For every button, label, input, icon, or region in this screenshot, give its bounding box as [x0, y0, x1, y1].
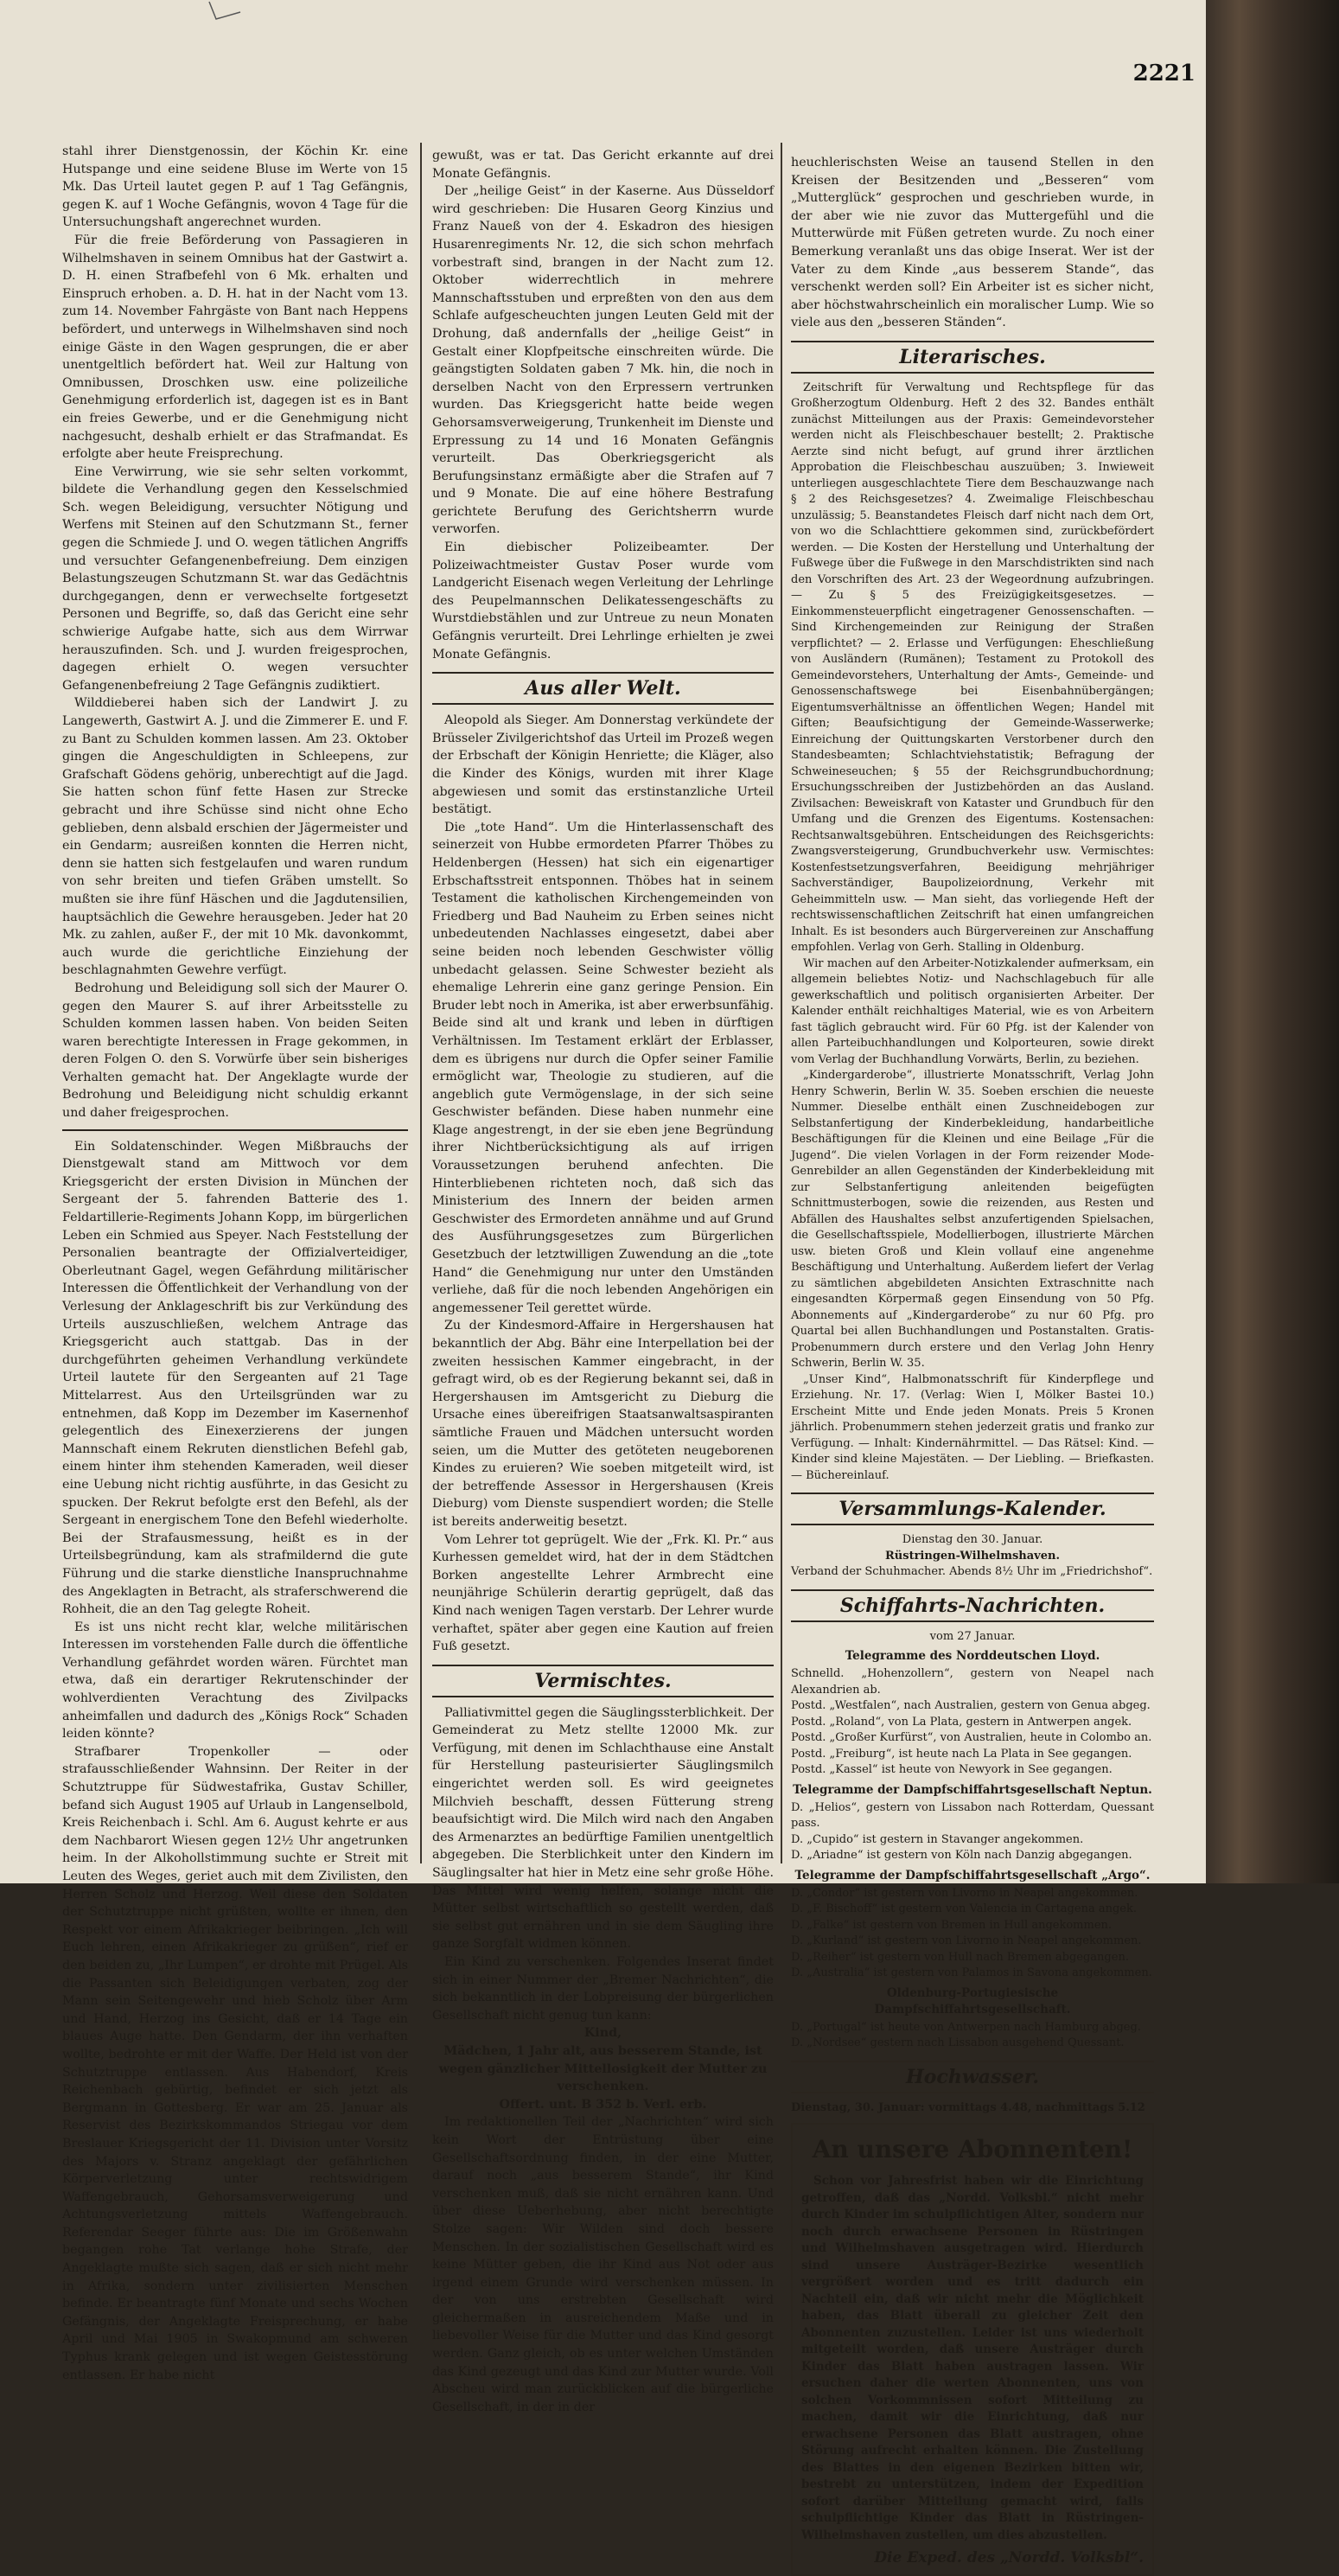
article-paragraph: gewußt, was er tat. Das Gericht erkannte auf drei Monate Gefängnis. [432, 149, 774, 181]
shipping-entry: D. „Ariadne“ ist gestern von Köln nach Danzig abgegangen. [791, 1849, 1132, 1863]
shipping-entry: D. „Falke“ ist gestern von Bremen in Hull angekommen. [791, 1918, 1113, 1932]
column-1 [62, 143, 408, 2384]
article-paragraph: Es ist uns nicht recht klar, welche militärischen Interessen im vorstehenden Falle durch die öffentliche Verhandlung gefährdet worden wären. Fürchtet man etwa, daß ein derartiger Rekrutenschinder der wohlverdienten Verachtung des Zivilpacks anheimfallen und dadurch des „Königs Rock“ Schaden leiden könnte? [62, 1620, 408, 1742]
article-paragraph: Vom Lehrer tot geprügelt. Wie der „Frk. Kl. Pr.“ aus Kurhessen gemeldet wird, hat der in dem Städtchen Borken angestellte Lehrer Armbrecht eine neunjährige Schülerin derartig geprügelt, daß das Kind nach wenigen Tagen verstarb. Der Lehrer wurde verhaftet, später aber gegen eine Kaution auf freien Fuß gesetzt. [432, 1532, 774, 1654]
article-paragraph: Wir machen auf den Arbeiter-Notizkalender aufmerksam, ein allgemein beliebtes Notiz- und Nachschlagebuch für alle gewerkschaftlich und politisch organisierten Arbeiter. Der Kalender enthält reichhaltiges Material, wie es von Arbeitern fast täglich gebraucht wird. Für 60 Pfg. ist der Kalender von allen Parteibuchhandlungen und Kolporteuren, sowie direkt vom Verlag der Buchhandlung Vorwärts, Berlin, zu beziehen. [791, 956, 1154, 1066]
article-paragraph: Strafbarer Tropenkoller — oder strafausschließender Wahnsinn. Der Reiter in der Schutztruppe für Südwestafrika, Gustav Schiller, befand sich August 1905 auf Urlaub in Langenselbold, Kreis Reichenbach i. Schl. Am 6. August kehrte er aus dem Nachbarort Wiesen gegen 12½ Uhr angetrunken heim. In der Alkohollstimmung suchte er Streit mit Leuten des Weges, geriet auch mit dem Zivilisten, den Herren Scholz und Herzog. Weil diese den Soldaten der Schutztruppe nicht grüßten, wollte er ihnen, den Respekt vor einem Afrikakrieger beibringen. „Ich will Euch lehren, einen Afrikakrieger zu grüßen“, rief er den beiden zu, „Ihr Lumpen“, er drohte mit Prügel. Als die Passanten sich Beleidigungen verbaten, zog der Mann sein Seitengewehr und hieb Scholz über Arm und Hand, Herzog ins Gesicht, daß er 14 Tage ein blaues Auge hatte. Den Gendarm, der ihn verhaften wollte, bedrohte er mit der Waffe. Der Held ist von der Schutztruppe entlassen. Aus Habendorf, Kreis Reichenbach gebürtig, befindet er sich jetzt als Bergmann in Gottesberg. Er war am 25. Januar als Reservist des Bezirkskommandos Striegau vor dem Breslauer Kriegsgericht der 11. Division unter Vorsitz des Majors v. Stranz angeklagt der gefährlichen Körperverletzung unter rechtswidrigem Waffengebrauch, Gehorsamsverweigerung und Achtungsverletzung mittels Waffengebrauch. Referendar Seeger führte aus: Die im Größenwahn begangen rohe Tat verlange hohe Strafe, der Angeklagte mußte sich sagen, daß er sich nicht mehr in Afrika, sondern unter zivilisierten Menschen befinde. Er beantragte fünf Monate und sechs Wochen Gefängnis, der Angeklagte Freisprechung, er habe April und Mai 1905 in Swakopmund am schweren Typhus krank gelegen und ist wegen Geistesstörung entlassen. Er habe nicht [62, 1744, 408, 2382]
article-paragraph: „Unser Kind“, Halbmonatsschrift für Kinderpflege und Erziehung. Nr. 17. (Verlag: Wien I, Mölker Bastei 10.) Erscheint Mitte und Ende jeden Monats. Preis 5 Kronen jährlich. Probenummern stehen jederzeit gratis und franko zur Verfügung. — Inhalt: Kindernährmittel. — Das Rätsel: Kind. — Kinder sind kleine Majestäten. — Der Liebling. — Briefkasten. — Büchereinlauf. [791, 1372, 1154, 1482]
calendar-entry: Verband der Schuhmacher. Abends 8½ Uhr im „Friedrichshof“. [791, 1565, 1153, 1579]
article-paragraph: Aleopold als Sieger. Am Donnerstag verkündete der Brüsseler Zivilgerichtshof das Urteil im Prozeß wegen der Erbschaft der Königin Henriette; die Kläger, also die Kinder des Königs, wurden mit ihrer Klage abgewiesen und somit das erstinstanzliche Urteil bestätigt. [432, 713, 774, 817]
article-paragraph: Der „heilige Geist“ in der Kaserne. Aus Düsseldorf wird geschrieben: Die Husaren Georg Kinzius und Franz Naueß von der 4. Eskadron des hiesigen Husarenregiments Nr. 12, die sich schon mehrfach vorbestraft sind, brangen in der Nacht zum 12. Oktober widerrechtlich in mehrere Mannschaftsstuben und erpreßten von den aus dem Schlafe aufgescheuchten jungen Leuten Geld mit der Drohung, daß andernfalls der „heilige Geist“ in Gestalt einer Klopfpeitsche einschreiten würde. Die geängstigten Soldaten gaben 7 Mk. hin, die noch in derselben Nacht von den Erpressern vertrunken wurden. Das Kriegsgericht hatte beide wegen Gehorsamsverweigerung, Trunkenheit im Dienste und Erpressung zu 14 und 16 Monaten Gefängnis verurteilt. Das Oberkriegsgericht als Berufungsinstanz ermäßigte aber die Strafen auf 7 und 9 Monate. Die auf eine höhere Bestrafung gerichtete Berufung des Gerichtsherrn wurde verworfen. [432, 184, 774, 537]
shipping-entry: D. „Kurland“ ist gestern von Livorno in Neapel angekommen. [791, 1934, 1142, 1948]
article-paragraph: stahl ihrer Dienstgenossin, der Köchin Kr. eine Hutspange und eine seidene Bluse im Werte von 15 Mk. Das Urteil lautet gegen P. auf 1 Tag Gefängnis, gegen K. auf 1 Woche Gefängnis, wovon 4 Tage für die Untersuchungshaft angerechnet wurden. [62, 144, 408, 230]
article-paragraph: heuchlerischsten Weise an tausend Stellen in den Kreisen der Besitzenden und „Besseren“ vom „Mutterglück“ gesprochen und geschrieben wurde, in der aber wie nie zuvor das Muttergefühl und die Mutterwürde mit Füßen getreten wurde. Zu noch einer Bemerkung veranlaßt uns das obige Inserat. Wer ist der Vater zu dem Kinde „aus besserem Stande“, das verschenkt werden soll? Ein Arbeiter ist es sicher nicht, aber höchstwahrscheinlich ein moralischer Lump. Wie so viele aus den „besseren Ständen“. [791, 156, 1154, 330]
divider [62, 1129, 408, 1131]
shipping-entry: D. „Condor“ ist gestern von Livorno in Neapel angekommen. [791, 1886, 1138, 1900]
notice-signature: Die Exped. des „Nordd. Volksbl“. [874, 2549, 1144, 2567]
section-heading: Versammlungs-Kalender. [791, 1493, 1154, 1525]
article-paragraph: Zu der Kindesmord-Affaire in Hergershausen hat bekanntlich der Abg. Bähr eine Interpellation bei der zweiten hessischen Kammer eingebracht, in der gefragt wird, ob es der Regierung bekannt sei, daß in Hergershausen im Amtsgericht zu Dieburg die Ursache eines übereifrigen Staatsanwaltsaspiranten sämtliche Frauen und Mädchen untersucht worden seien, um die Mutter des getöteten neugeborenen Kindes zu eruieren? Wie soeben mitgeteilt wird, ist der betreffende Assessor in Hergershausen (Kreis Dieburg) vom Dienste suspendiert worden; die Stelle ist bereits anderweitig besetzt. [432, 1319, 774, 1529]
shipping-entry: Postd. „Kassel“ ist heute von Newyork in See gegangen. [791, 1763, 1113, 1777]
column-2 [432, 147, 774, 2416]
article-paragraph: Ein Kind zu verschenken. Folgendes Inserat findet sich in einer Nummer der „Bremer Nachrichten“, die sich bekanntlich in der Lobpreisung der bürgerlichen Gesellschaft nicht genug tun kann: [432, 1955, 774, 2023]
classified-ad-contact: Offert. unt. B 352 b. Verl. erb. [499, 2097, 707, 2112]
column-3 [791, 154, 1154, 2576]
shipping-entry: D. „Portugal“ ist heute von Antwerpen nach Hamburg abgeg. [791, 2020, 1141, 2034]
shipping-entry: D. „Reiher“ ist gestern von Hull nach Bremen abgegangen. [791, 1950, 1129, 1964]
classified-ad-text: Mädchen, 1 Jahr alt, aus besserem Stande, ist wegen gänzlicher Mittellosigkeit der Mutter zu verschenken. [438, 2043, 768, 2094]
section-heading: Aus aller Welt. [432, 672, 774, 705]
shipping-subheading: Telegramme der Dampfschiffahrtsgesellschaft „Argo“. [794, 1868, 1151, 1882]
shipping-entry: Postd. „Freiburg“, ist heute nach La Plata in See gegangen. [791, 1747, 1132, 1761]
shipping-entry: D. „Nordsee“ gestern nach Lissabon ausgehend Quessant. [791, 2036, 1125, 2050]
shipping-entry: Postd. „Roland“, von La Plata, gestern in Antwerpen angek. [791, 1715, 1132, 1729]
column-rule [781, 143, 782, 1863]
notice-title: An unsere Abonnenten! [812, 2135, 1133, 2164]
book-spine [1206, 0, 1339, 1883]
calendar-date: Dienstag den 30. Januar. [902, 1533, 1043, 1547]
shipping-entry: Schnelld. „Hohenzollern“, gestern von Neapel nach Alexandrien ab. [791, 1667, 1154, 1697]
article-paragraph: Ein Soldatenschinder. Wegen Mißbrauchs der Dienstgewalt stand am Mittwoch vor dem Kriegsgericht der ersten Division in München der Sergeant der 5. fahrenden Batterie des 1. Feldartillerie-Regiments Johann Kopp, im bürgerlichen Leben ein Schmied aus Speyer. Nach Feststellung der Personalien beantragte der Offizialverteidiger, Oberleutnant Gagel, wegen Gefährdung militärischer Interessen die Öffentlichkeit der Verhandlung von der Verlesung der Anklageschrift bis zur Verkündung des Urteils auszuschließen, welchem Antrage das Kriegsgericht auch stattgab. Das in der durchgeführten geheimen Verhandlung verkündete Urteil lautete für den Sergeanten auf 21 Tage Mittelarrest. Aus den Urteilsgründen war zu entnehmen, daß Kopp im Dezember im Kasernenhof gelegentlich des Einexerzierens der jungen Mannschaft einem Rekruten dienstlichen Befehl gab, einem hinter ihm stehenden Kameraden, weil dieser eine Uebung nicht richtig ausführte, in das Gesicht zu spucken. Der Rekrut befolgte erst den Befehl, als der Sergeant in energischem Tone den Befehl wiederholte. Bei der Strafausmessung, heißt es in der Urteilsbegründung, kam als strafmildernd die gute Führung und die starke dienstliche Inanspruchnahme des Angeklagten in Betracht, als straferschwerend die Rohheit, die an den Tag gelegte Roheit. [62, 1139, 408, 1617]
article-paragraph: Ein diebischer Polizeibeamter. Der Polizeiwachtmeister Gustav Poser wurde vom Landgericht Eisenach wegen Verleitung der Lehrlinge des Peupelmannschen Delikatessengeschäfts zu Wurstdiebstählen und zur Untreue zu neun Monaten Gefängnis verurteilt. Drei Lehrlinge erhielten je zwei Monate Gefängnis. [432, 540, 774, 662]
article-paragraph: Zeitschrift für Verwaltung und Rechtspflege für das Großherzogtum Oldenburg. Heft 2 des 32. Bandes enthält zunächst Mitteilungen aus der Praxis: Gemeindevorsteher werden nicht als Fleischbeschauer bestellt; 2. Praktische Aerzte sind nicht befugt, auf grund ihrer ärztlichen Approbation die Fleischbeschau auszuüben; 3. Inwieweit unterliegen ausgeschlachtete Tiere dem Beschauzwange nach § 2 des Reichsgesetzes? 4. Zweimalige Fleischbeschau unzulässig; 5. Beanstandetes Fleisch darf nicht nach dem Ort, von wo die Schlachttiere gekommen sind, zurückbefördert werden. — Die Kosten der Herstellung und Unterhaltung der Fußwege über die Fußwege in den Marschdistrikten sind nach den Vorschriften des Art. 23 der Wegeordnung aufzubringen. — Zu § 5 des Freizügigkeitsgesetzes. — Einkommensteuerpflicht eingetragener Genossenschaften. — Sind Kirchengemeinden zur Reinigung der Straßen verpflichtet? — 2. Erlasse und Verfügungen: Eheschließung von Ausländern (Rumänen); Testament zu Protokoll des Gemeindevorstehers, Unterhaltung der Amts-, Gemeinde- und Genossenschaftswege bei Eisenbahnübergängen; Eigentumsverhältnisse an öffentlichen Wegen; Handel mit Giften; Beaufsichtigung der Gemeinde-Wasserwerke; Einreichung der Quittungskarten Verstorbener durch den Standesbeamten; Schlachtviehstatistik; Befragung der Schweineseuchen; § 55 der Reichsgrundbuchordnung; Ersuchungsschreiben der Justizbehörden an das Ausland. Zivilsachen: Beweiskraft von Kataster und Grundbuch für den Umfang und die Grenzen des Eigentums. Kostensachen: Rechtsanwaltsgebühren. Entscheidungen des Reichsgerichts: Zwangsversteigerung, Grundbuchverkehr usw. Vermischtes: Kostenfestsetzungsverfahren, Beeidigung mehrjähriger Sachverständiger, Baupolizeiordnung, Verkehr mit Geheimmitteln usw. — Man sieht, das vorliegende Heft der rechtswissenschaftlichen Zeitschrift hat einen umfangreichen Inhalt. Es ist besonders auch Bürgervereinen zur Anschaffung empfohlen. Verlag von Gerh. Stalling in Oldenburg. [791, 380, 1154, 955]
classified-ad-title: Kind, [583, 2026, 622, 2041]
page-number: 2221 [1132, 61, 1196, 86]
high-water-times: Dienstag, 30. Januar: vormittags 4.48, nachmittags 5.12 [791, 2100, 1145, 2114]
calendar-place: Rüstringen-Wilhelmshaven. [885, 1549, 1060, 1563]
section-heading: Schiffahrts-Nachrichten. [791, 1589, 1154, 1622]
shipping-subheading: Telegramme des Norddeutschen Lloyd. [845, 1649, 1100, 1664]
article-paragraph: Die „tote Hand“. Um die Hinterlassenschaft des seinerzeit von Hubbe ermordeten Pfarrer Thöbes zu Heldenbergen (Hessen) hat sich ein eigenartiger Erbschaftsstreit entsponnen. Thöbes hat in seinem Testament die katholischen Kirchengemeinden von Friedberg und Bad Nauheim zu Erben seines nicht unbedeutenden Nachlasses eingesetzt, dabei aber seine beiden noch lebenden Geschwister völlig unbedacht gelassen. Seine Schwester bezieht als ehemalige Lehrerin eine ganz geringe Pension. Ein Bruder lebt noch in Amerika, ist aber erwerbsunfähig. Beide sind alt und krank und leben in dürftigen Verhältnissen. Im Testament erklärt der Erblasser, dem es übrigens nur durch die Opfer seiner Familie ermöglicht war, Theologie zu studieren, auf die angeblich gute Vermögenslage, in der sich seine Geschwister befänden. Diese haben nunmehr eine Klage angestrengt, in der sie eben jene Begründung ihrer Nichtberücksichtigung als auf irrigen Voraussetzungen beruhend anfechten. Die Hinterbliebenen richteten noch, daß sich das Ministerium des Innern der beiden armen Geschwister des Ermordeten annähme und auf Grund des Ausführungsgesetzes zum Bürgerlichen Gesetzbuch der letztwilligen Zuwendung an die „tote Hand“ die Genehmigung nur unter den Umständen verliehe, daß für die noch lebenden Angehörigen ein angemessener Teil gerettet würde. [432, 820, 774, 1315]
article-paragraph: Bedrohung und Beleidigung soll sich der Maurer O. gegen den Maurer S. auf ihrer Arbeitsstelle zu Schulden kommen lassen haben. Von beiden Seiten waren berechtigte Interessen in Frage gekommen, in deren Folgen O. den S. Vorwürfe über sein bisheriges Verhalten gemacht hat. Der Angeklagte wurde der Bedrohung und Beleidigung nicht schuldig erkannt und daher freigesprochen. [62, 981, 408, 1121]
pen-mark [207, 0, 242, 26]
shipping-entry: D. „Australia“ ist gestern von Palamos in Savona angekommen. [791, 1966, 1152, 1980]
section-heading: Hochwasser. [791, 2061, 1154, 2093]
article-paragraph: Eine Verwirrung, wie sie sehr selten vorkommt, bildete die Verhandlung gegen den Kesselschmied Sch. wegen Beleidigung, versuchter Nötigung und Werfens mit Steinen auf den Schutzmann St., ferner gegen die Schmiede J. und O. wegen tätlichen Angriffs und versuchter Gefangenenbefreiung. Dem einzigen Belastungszeugen Schutzmann St. war das Gedächtnis durchgegangen, denn er verwechselte fortgesetzt Personen und Begriffe, so, daß das Gericht eine sehr schwierige Aufgabe hatte, sich aus dem Wirrwar herauszufinden. Sch. und J. wurden freigesprochen, dagegen erhielt O. wegen versuchter Gefangenenbefreiung 2 Tage Gefängnis zudiktiert. [62, 464, 408, 693]
shipping-subheading: Telegramme der Dampfschiffahrtsgesellschaft Neptun. [793, 1782, 1152, 1797]
shipping-subheading: Oldenburg-Portugiesische Dampfschiffahrtsgesellschaft. [874, 1985, 1071, 2017]
shipping-date: vom 27 Januar. [929, 1629, 1016, 1643]
article-paragraph: Wilddieberei haben sich der Landwirt J. zu Langewerth, Gastwirt A. J. und die Zimmerer E. und F. zu Bant zu Schulden kommen lassen. Am 23. Oktober gingen die Angeschuldigten in Schleepens, zur Grafschaft Gödens gehörig, unberechtigt auf die Jagd. Sie hatten schon fünf fette Hasen zur Strecke gebracht und ihre Schüsse sind nicht ohne Echo geblieben, denn alsbald erschien der Jägermeister und ein Gendarm; ausreißen konnten die Herren nicht, denn sie hatten sich festgelaufen und waren rundum von sehr breiten und tiefen Gräben umstellt. So mußten sie ihre fünf Häschen und die Jagdutensilien, hauptsächlich die Gewehre herausgeben. Jeder hat 20 Mk. zu zahlen, außer F., der mit 10 Mk. davonkommt, auch wurde die gerichtliche Einziehung der beschlagnahmten Gewehre verfügt. [62, 696, 408, 978]
article-paragraph: „Kindergarderobe“, illustrierte Monatsschrift, Verlag John Henry Schwerin, Berlin W. 35. Soeben erschien die neueste Nummer. Dieselbe enthält einen Zuschneidebogen zur Selbstanfertigung der Kinderbekleidung, handarbeitliche Beschäftigungen für die Kleinen und eine Beilage „Für die Jugend“. Die vielen Vorlagen in der Form reizender Mode-Genrebilder an allen Gegenständen der Kinderbekleidung mit zur Selbstanfertigung anleitenden beigefügten Schnittmusterbogen, sowie die reizenden, aus Resten und Abfällen des Haushaltes selbst anzufertigenden Spielsachen, die Gesellschaftsspiele, Modellierbogen, illustrierte Märchen usw. bieten Groß und Klein vollauf eine angenehme Beschäftigung und Unterhaltung. Außerdem liefert der Verlag zu sämtlichen abgebildeten Ansichten Extraschnitte nach eingesandten Körpermaß gegen Einsendung von 50 Pfg. Abonnements auf „Kindergarderobe“ zu nur 60 Pfg. pro Quartal bei allen Buchhandlungen und Postanstalten. Gratis-Probenummern durch erstere und den Verlag John Henry Schwerin, Berlin W. 35. [791, 1069, 1154, 1371]
article-paragraph: Für die freie Beförderung von Passagieren in Wilhelmshaven in seinem Omnibus hat der Gastwirt a. D. H. einen Strafbefehl von 6 Mk. erhalten und Einspruch erhoben. a. D. H. hat in der Nacht vom 13. zum 14. November Fahrgäste von Bant nach Heppens befördert, und unterwegs in Wilhelmshaven sind noch einige Gäste in den Wagen gesprungen, die er aber unentgeltlich befördert hat. Weil zur Haltung von Omnibussen, Droschken usw. eine polizeiliche Genehmigung erforderlich ist, dagegen ist es in Bant ein freies Gewerbe, und er die Genehmigung nicht nachgesucht, deshalb erhielt er das Strafmandat. Es erfolgte aber heute Freisprechung. [62, 233, 408, 462]
subscriber-notice [791, 2123, 1154, 2576]
notice-text: Schon vor Jahresfrist haben wir die Einrichtung getroffen, daß das „Nordd. Volksbl.“ nicht mehr durch Kinder im schulpflichtigen Alter, sondern nur noch durch erwachsene Personen in Rüstringen und Wilhelmshaven ausgetragen wird. Hierdurch sind unsere Austräger-Bezirke wesentlich vergrößert worden und es tritt dadurch ein Nachteil ein, daß wir nicht mehr die Möglichkeit haben, das Blatt überall zu gleicher Zeit den Abonnenten zuzustellen. Leider ist uns wiederholt mitgeteilt worden, daß unsere Austräger durch Kinder das Blatt haben austragen lassen. Wir ersuchen daher die werten Abonnenten, uns von solchen Vorkommnissen sofort Mitteilung zu machen, damit wir die Einrichtung, daß nur erwachsene Personen das Blatt austragen, ohne Störung aufrecht erhalten können. Die Zustellung des Blattes in den eigenen Bezirken bitten wir, bestrebt zu unterstützen, indem der Expedition sofort darüber Mitteilung gemacht wird, falls schulpflichtige Kinder das Blatt in Rüstringen-Wilhelmshaven zustellen, um dies abzustellen. [801, 2174, 1144, 2542]
shipping-entry: Postd. „Großer Kurfürst“, von Australien, heute in Colombo an. [791, 1731, 1152, 1745]
article-paragraph: Palliativmittel gegen die Säuglingssterblichkeit. Der Gemeinderat zu Metz stellte 12000 Mk. zur Verfügung, mit denen im Schlachthause eine Anstalt für Herstellung pasteurisierter Säuglingsmilch eingerichtet werden soll. Es wird geeignetes Milchvieh beschafft, dessen Fütterung streng beaufsichtigt wird. Die Milch wird nach den Angaben des Armenarztes an bedürftige Familien unentgeltlich abgegeben. Die Sterblichkeit unter den Kindern im Säuglingsalter hat hier in Metz eine sehr große Höhe. Das Mittel wird wenig helfen, solange nicht die Mütter selbst wirtschaftlich so gestellt werden, daß sie selbst gut ernähren und in sie dem Säugling ihre ganze Sorgfalt widmen können. [432, 1705, 774, 1952]
section-heading: Vermischtes. [432, 1665, 774, 1697]
article-paragraph: Im redaktionellen Teil der „Nachrichten“ wird sich kein Wort der Entrüstung über eine Gesellschaftsordnung finden, in der eine Mutter, darauf noch „aus besserem Stande“, ihr Kind verschenken muß, daß sie nicht ernähren kann. Und über diese Ueberhebung, aber nicht berechtigte Stolze sagen: Wir Wilden sind doch bessere Menschen. In der sozialistischen Gesellschaft wird es keine Mütter geben, die ihr Kind aus Not oder aus irgend einem Grunde wird verschenken müssen. In der von uns erstrebten Gesellschaft wird gleichermaßen in ausreichendem Maße und in liebevoller Weise für die Mutter und das Kind gesorgt werden. Ganz gleich, ob es unter welchen Umständen das Kind gezeugt und das Kind zur Mutter wurde. Voll Abscheu wird man zurückblicken auf die bürgerliche Gesellschaft, in der in der [432, 2115, 774, 2414]
shipping-entry: D. „Cupido“ ist gestern in Stavanger angekommen. [791, 1832, 1084, 1846]
column-rule [420, 143, 422, 1863]
shipping-entry: Postd. „Westfalen“, nach Australien, gestern von Genua abgeg. [791, 1699, 1151, 1713]
shipping-entry: D. „Helios“, gestern von Lissabon nach Rotterdam, Quessant pass. [791, 1800, 1154, 1831]
section-heading: Literarisches. [791, 341, 1154, 374]
shipping-entry: D. „F. Bischoff“ ist gestern von Valencia in Cartagena angek. [791, 1902, 1137, 1916]
